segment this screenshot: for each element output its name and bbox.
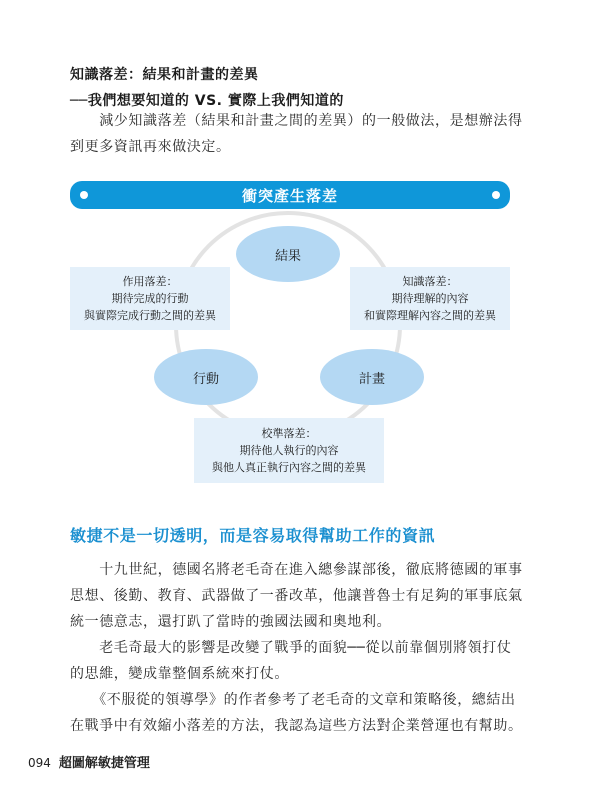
book-title: 超圖解敏捷管理: [58, 756, 150, 771]
node-plan: 計畫: [320, 349, 424, 405]
paragraph-line: 老毛奇最大的影響是改變了戰爭的面貌──從以前靠個別將領打仗: [70, 640, 512, 656]
gap-box-action: [70, 267, 230, 330]
gap-box-knowledge-line: 和實際理解內容之間的差異: [364, 309, 496, 322]
section-paragraph-3: [70, 687, 540, 739]
gap-box-action-line: 與實際完成行動之間的差異: [84, 309, 216, 322]
paragraph-line: 思想、後勤、教育、武器做了一番改革，他讓普魯士有足夠的軍事底氣: [70, 588, 523, 604]
page-footer: [28, 752, 150, 771]
gap-box-knowledge-line: 期待理解的內容: [391, 292, 469, 305]
node-action: 行動: [154, 349, 258, 405]
gap-box-alignment-line: 期待他人執行的內容: [239, 444, 339, 457]
intro-paragraph-line: 到更多資訊再來做決定。: [70, 139, 231, 155]
intro-heading-line1: 知識落差：結果和計畫的差異: [70, 67, 259, 83]
intro-paragraph-line: 減少知識落差（結果和計畫之間的差異）的一般做法，是想辦法得: [70, 113, 523, 129]
paragraph-line: 《不服從的領導學》的作者參考了老毛奇的文章和策略後，總結出: [70, 692, 516, 708]
diagram-title: 衝突產生落差: [241, 187, 338, 205]
gap-box-alignment-line: 與他人真正執行內容之間的差異: [212, 461, 366, 474]
section-paragraph-1: [70, 557, 540, 635]
gap-box-action-line: 作用落差：: [122, 275, 178, 288]
gap-box-knowledge: [350, 267, 510, 330]
paragraph-line: 在戰爭中有效縮小落差的方法，我認為這些方法對企業營運也有幫助。: [70, 718, 523, 734]
paragraph-line: 的思維，變成靠整個系統來打仗。: [70, 666, 289, 682]
paragraph-line: 十九世紀，德國名將老毛奇在進入總參謀部後，徹底將德國的軍事: [70, 562, 523, 578]
section-paragraph-2: [70, 635, 540, 687]
gap-box-alignment: [194, 418, 384, 483]
intro-heading-line2: ──我們想要知道的 VS. 實際上我們知道的: [70, 93, 344, 109]
gap-box-alignment-line: 校準落差：: [261, 427, 317, 440]
section-title: 敏捷不是一切透明，而是容易取得幫助工作的資訊: [70, 526, 436, 545]
paragraph-line: 統一德意志，還打趴了當時的強國法國和奧地利。: [70, 614, 392, 630]
node-result: 結果: [236, 226, 340, 282]
page-number: 094: [28, 756, 51, 770]
gap-box-knowledge-line: 知識落差：: [402, 275, 458, 288]
gap-box-action-line: 期待完成的行動: [111, 292, 189, 305]
